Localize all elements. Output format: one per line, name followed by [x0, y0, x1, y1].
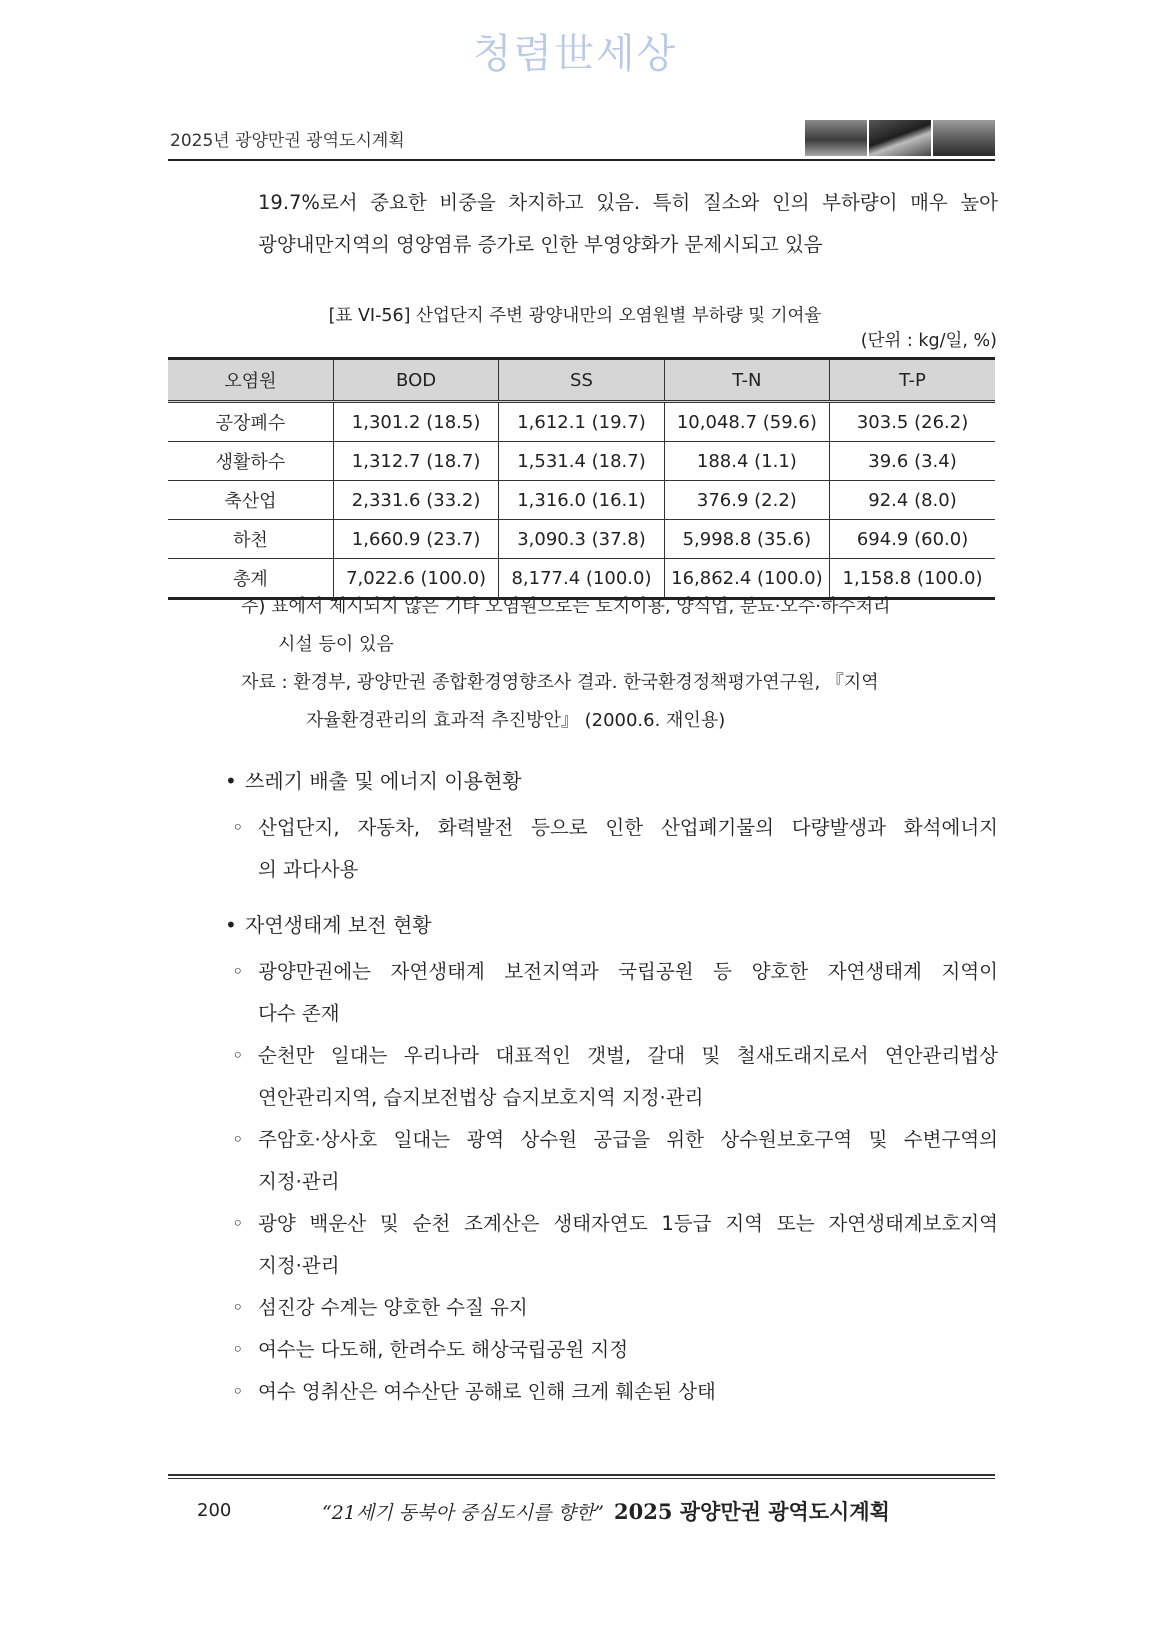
bullet-icon: •	[225, 769, 237, 793]
list-item-line-1: 주암호·상사호 일대는 광역 상수원 공급을 위한 상수원보호구역 및 수변구역의	[258, 1128, 998, 1151]
circle-bullet-icon: ◦	[232, 1128, 244, 1151]
table-cell: 축산업	[168, 481, 333, 520]
list-item	[232, 1203, 998, 1287]
table-cell: 1,660.9 (23.7)	[333, 520, 498, 559]
header-ss: SS	[499, 359, 664, 402]
list-item	[232, 1119, 998, 1203]
table-cell: 10,048.7 (59.6)	[664, 402, 829, 442]
table-cell: 376.9 (2.2)	[664, 481, 829, 520]
footer-quote: “21세기 동북아 중심도시를 향한”	[322, 1502, 604, 1524]
intro-line-2: 광양내만지역의 영양염류 증가로 인한 부영양화가 문제시되고 있음	[258, 233, 823, 256]
list-item-line-1: 광양만권에는 자연생태계 보전지역과 국립공원 등 양호한 자연생태계 지역이	[258, 960, 998, 983]
table-cell: 총계	[168, 559, 333, 599]
table-note-line-1: 주) 표에서 제시되지 않은 기타 오염원으로는 토지이용, 양식업, 분뇨·오수·하수처리	[241, 596, 891, 617]
list-item	[232, 1329, 998, 1371]
list-item-line-1: 섬진강 수계는 양호한 수질 유지	[258, 1296, 528, 1319]
pollution-load-table	[168, 357, 995, 600]
footer-plan-title: 2025 광양만권 광역도시계획	[613, 1499, 890, 1524]
table-header-row	[168, 359, 995, 402]
table-cell: 39.6 (3.4)	[830, 442, 995, 481]
footer-rule	[168, 1478, 995, 1479]
list-item	[232, 807, 998, 891]
header-photo-3	[933, 120, 995, 156]
running-header: 2025년 광양만권 광역도시계획	[170, 131, 405, 151]
header-photo-2	[869, 120, 931, 156]
table-cell: 1,531.4 (18.7)	[499, 442, 664, 481]
table-source-line-1: 자료 : 환경부, 광양만권 종합환경영향조사 결과. 한국환경정책평가연구원, 『지역	[241, 672, 879, 693]
table-cell: 1,301.2 (18.5)	[333, 402, 498, 442]
table-cell: 3,090.3 (37.8)	[499, 520, 664, 559]
section-heading-text: 자연생태계 보전 현황	[245, 913, 432, 937]
table-row	[168, 520, 995, 559]
list-item-line-1: 여수는 다도해, 한려수도 해상국립공원 지정	[258, 1338, 629, 1361]
intro-line-1: 19.7%로서 중요한 비중을 차지하고 있음. 특히 질소와 인의 부하량이 매우 높아	[258, 191, 998, 214]
table-cell: 1,158.8 (100.0)	[830, 559, 995, 599]
header-rule	[168, 159, 995, 161]
table-note-line-2: 시설 등이 있음	[278, 634, 394, 655]
table-cell: 공장폐수	[168, 402, 333, 442]
table-caption: [표 VI-56] 산업단지 주변 광양내만의 오염원별 부하량 및 기여율	[328, 306, 822, 326]
header-source: 오염원	[168, 359, 333, 402]
table-cell: 생활하수	[168, 442, 333, 481]
circle-bullet-icon: ◦	[232, 960, 244, 983]
circle-bullet-icon: ◦	[232, 1380, 244, 1403]
footer-rule	[168, 1474, 995, 1476]
header-bod: BOD	[333, 359, 498, 402]
list-item	[232, 1035, 998, 1119]
list-item	[232, 951, 998, 1035]
section-heading-ecosystem	[225, 909, 432, 938]
table-cell: 16,862.4 (100.0)	[664, 559, 829, 599]
list-item-line-2: 연안관리지역, 습지보전법상 습지보호지역 지정·관리	[258, 1086, 704, 1109]
table-cell: 188.4 (1.1)	[664, 442, 829, 481]
table-cell: 2,331.6 (33.2)	[333, 481, 498, 520]
table-row	[168, 442, 995, 481]
table-cell: 하천	[168, 520, 333, 559]
list-item-line-2: 의 과다사용	[258, 858, 359, 881]
list-item-line-1: 광양 백운산 및 순천 조계산은 생태자연도 1등급 지역 또는 자연생태계보호지역	[258, 1212, 998, 1235]
table-cell: 5,998.8 (35.6)	[664, 520, 829, 559]
circle-bullet-icon: ◦	[232, 1212, 244, 1235]
page-number: 200	[197, 1500, 232, 1521]
header-tp: T-P	[830, 359, 995, 402]
circle-bullet-icon: ◦	[232, 1044, 244, 1067]
table-row	[168, 481, 995, 520]
list-item	[232, 1371, 998, 1413]
circle-bullet-icon: ◦	[232, 1338, 244, 1361]
list-item-line-1: 순천만 일대는 우리나라 대표적인 갯벌, 갈대 및 철새도래지로서 연안관리법상	[258, 1044, 998, 1067]
section-heading-waste-energy	[225, 765, 522, 794]
circle-bullet-icon: ◦	[232, 1296, 244, 1319]
table-cell: 7,022.6 (100.0)	[333, 559, 498, 599]
list-item-line-2: 지정·관리	[258, 1170, 340, 1193]
section-heading-text: 쓰레기 배출 및 에너지 이용현황	[245, 769, 522, 793]
circle-bullet-icon: ◦	[232, 816, 244, 839]
list-item-line-1: 여수 영취산은 여수산단 공해로 인해 크게 훼손된 상태	[258, 1380, 716, 1403]
table-unit: (단위 : kg/일, %)	[860, 331, 997, 351]
table-row	[168, 402, 995, 442]
list-item-line-2: 지정·관리	[258, 1254, 340, 1277]
list-item-line-2: 다수 존재	[258, 1002, 340, 1025]
table-cell: 303.5 (26.2)	[830, 402, 995, 442]
footer-title	[322, 1496, 890, 1526]
table-source-line-2: 자율환경관리의 효과적 추진방안』 (2000.6. 재인용)	[306, 710, 726, 731]
header-photo-strip	[805, 120, 995, 156]
table-cell: 1,612.1 (19.7)	[499, 402, 664, 442]
header-photo-1	[805, 120, 867, 156]
table-cell: 8,177.4 (100.0)	[499, 559, 664, 599]
bullet-icon: •	[225, 913, 237, 937]
table-cell: 694.9 (60.0)	[830, 520, 995, 559]
table-cell: 1,316.0 (16.1)	[499, 481, 664, 520]
table-cell: 1,312.7 (18.7)	[333, 442, 498, 481]
list-item	[232, 1287, 998, 1329]
header-tn: T-N	[664, 359, 829, 402]
list-item-line-1: 산업단지, 자동차, 화력발전 등으로 인한 산업폐기물의 다량발생과 화석에너지	[258, 816, 998, 839]
logo-watermark: 청렴世세상	[472, 31, 678, 77]
table-cell: 92.4 (8.0)	[830, 481, 995, 520]
